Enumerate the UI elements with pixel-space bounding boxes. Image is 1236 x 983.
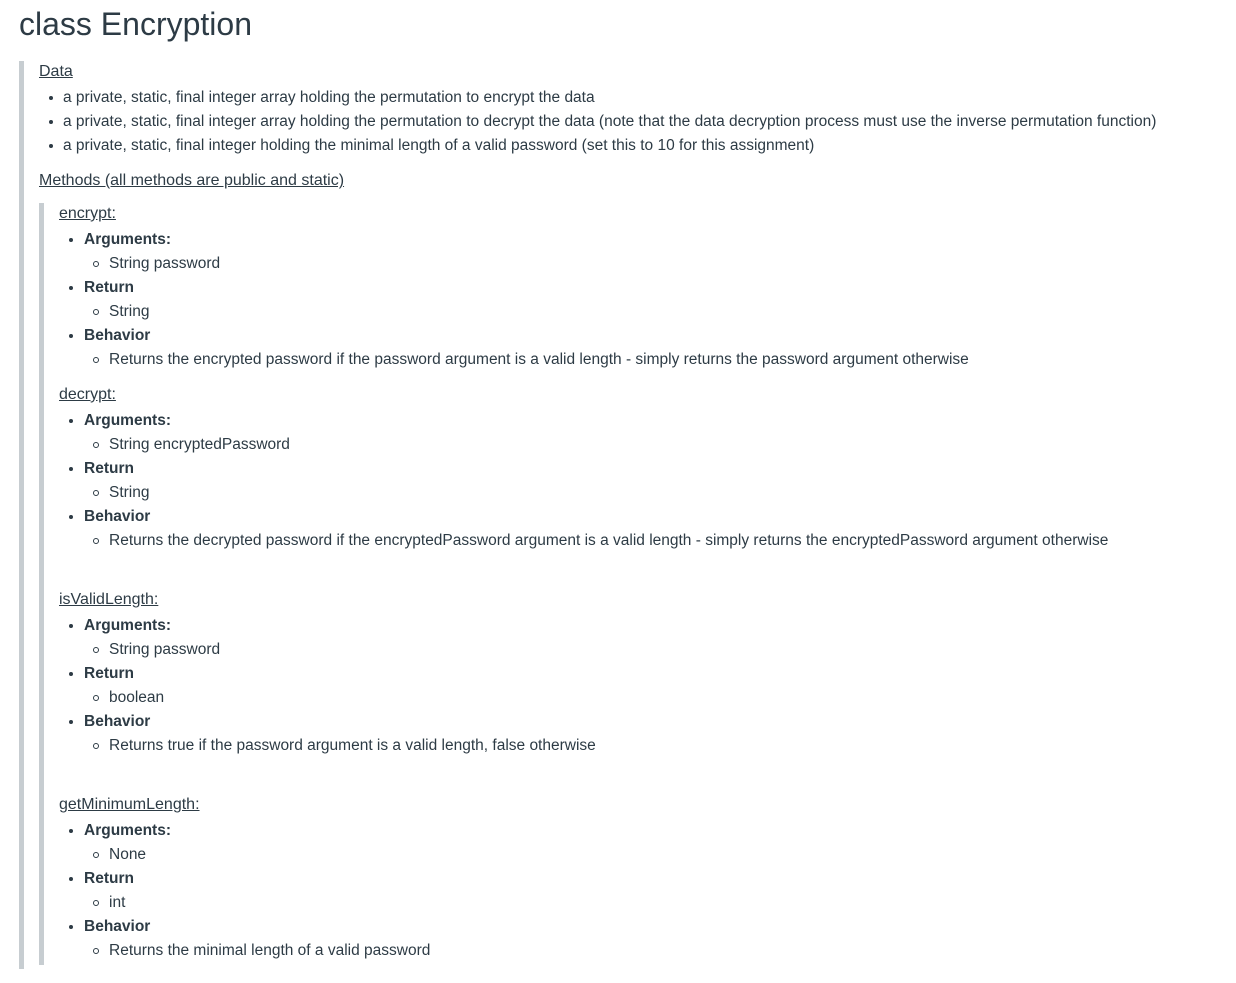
return-item: Return int	[59, 867, 1219, 915]
return-item: Return String	[59, 276, 1219, 324]
behavior-value: Returns the encrypted password if the password argument is a valid length - simply returns the password argument otherwise	[84, 348, 1219, 372]
behavior-value: Returns true if the password argument is a valid length, false otherwise	[84, 734, 1219, 758]
method-decrypt	[59, 384, 1219, 553]
data-item-min-length: a private, static, final integer holding the minimal length of a valid password (set this to 10 for this assignment)	[39, 134, 1219, 158]
data-heading: Data	[39, 63, 73, 80]
method-name: isValidLength:	[59, 591, 159, 608]
return-value: int	[84, 891, 1219, 915]
method-properties	[59, 819, 1219, 963]
return-item: Return boolean	[59, 662, 1219, 710]
method-encrypt	[59, 203, 1219, 372]
return-value: String	[84, 300, 1219, 324]
methods-heading: Methods (all methods are public and static)	[39, 172, 345, 189]
data-item-encrypt-permutation: a private, static, final integer array holding the permutation to encrypt the data	[39, 86, 1219, 110]
method-properties	[59, 228, 1219, 372]
method-is-valid-length	[59, 589, 1219, 758]
data-list	[39, 86, 1219, 158]
return-item: Return String	[59, 457, 1219, 505]
behavior-item: Behavior Returns the minimal length of a valid password	[59, 915, 1219, 963]
arguments-value: String encryptedPassword	[84, 433, 1219, 457]
behavior-value: Returns the decrypted password if the encryptedPassword argument is a valid length - simply returns the encryptedPassword argument otherwise	[84, 529, 1219, 553]
methods-blockquote	[39, 203, 1219, 965]
method-name: encrypt:	[59, 205, 116, 222]
class-spec-blockquote	[19, 61, 1219, 969]
method-properties	[59, 409, 1219, 553]
return-value: String	[84, 481, 1219, 505]
data-item-decrypt-permutation: a private, static, final integer array holding the permutation to decrypt the data (note that the data decryption process must use the inverse permutation function)	[39, 110, 1219, 134]
arguments-value: String password	[84, 252, 1219, 276]
arguments-item: Arguments: None	[59, 819, 1219, 867]
arguments-item: Arguments: String password	[59, 228, 1219, 276]
method-get-minimum-length	[59, 794, 1219, 963]
behavior-item: Behavior Returns true if the password argument is a valid length, false otherwise	[59, 710, 1219, 758]
method-name: getMinimumLength:	[59, 796, 200, 813]
arguments-value: String password	[84, 638, 1219, 662]
behavior-value: Returns the minimal length of a valid password	[84, 939, 1219, 963]
method-name: decrypt:	[59, 386, 116, 403]
behavior-item: Behavior Returns the decrypted password if the encryptedPassword argument is a valid length - simply returns the encryptedPassword argument otherwise	[59, 505, 1219, 553]
method-properties	[59, 614, 1219, 758]
page-title: class Encryption	[19, 6, 252, 42]
arguments-item: Arguments: String password	[59, 614, 1219, 662]
arguments-value: None	[84, 843, 1219, 867]
return-value: boolean	[84, 686, 1219, 710]
behavior-item: Behavior Returns the encrypted password if the password argument is a valid length - simply returns the password argument otherwise	[59, 324, 1219, 372]
arguments-item: Arguments: String encryptedPassword	[59, 409, 1219, 457]
